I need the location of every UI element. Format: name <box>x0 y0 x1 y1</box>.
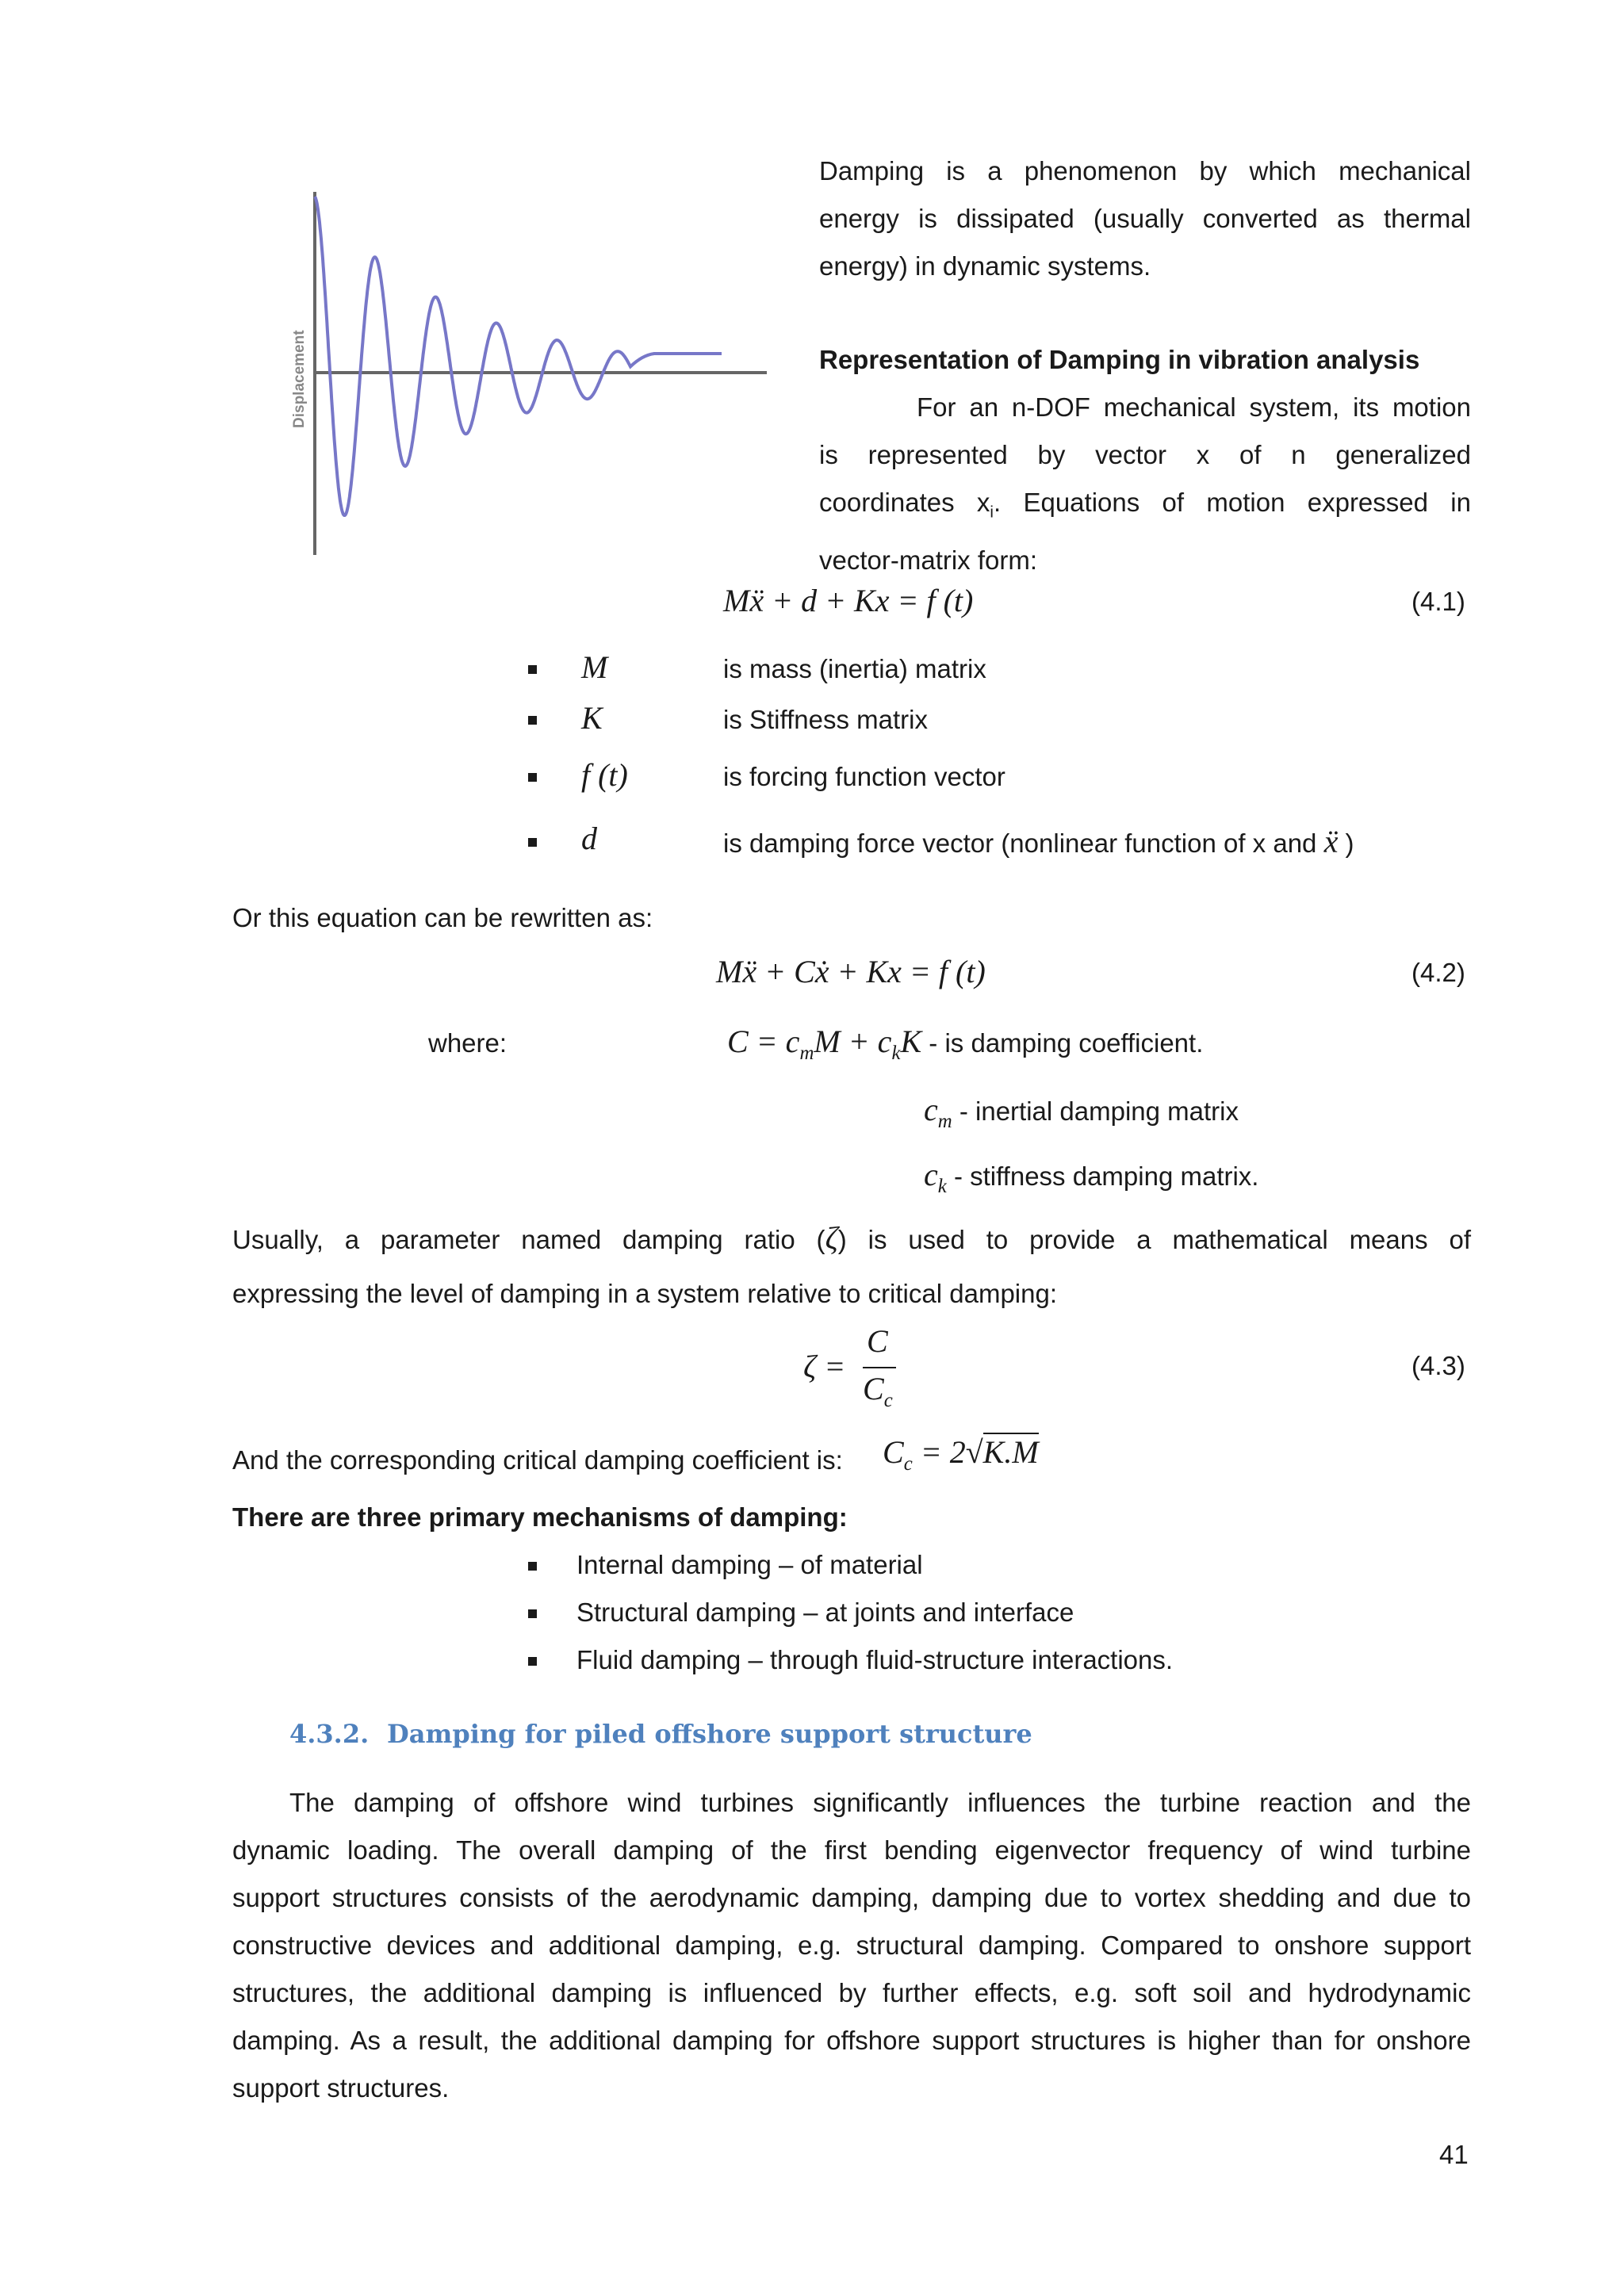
bullet <box>528 1609 537 1618</box>
definition-text: is forcing function vector <box>723 762 1005 791</box>
y-axis-label: Displacement <box>291 330 308 428</box>
representation-line: For an n-DOF mechanical system, its motion <box>917 392 1471 422</box>
representation-line: coordinates $x_i$. Equations of motion expressed in <box>819 488 1471 522</box>
representation-line: vector-matrix form: <box>819 545 1038 575</box>
paragraph-line: structures, the additional damping is influenced by further effects, e.g. soft soil and hydrodynamic <box>232 1978 1471 2007</box>
inertial-damping-definition: $c_m$ - inertial damping matrix <box>924 1092 1239 1132</box>
equation-number-4-1: (4.1) <box>1411 587 1465 616</box>
definition-symbol: K <box>581 700 603 736</box>
definition-symbol: M <box>581 649 608 685</box>
offshore-paragraph <box>232 1779 1471 2112</box>
fraction-bar <box>863 1367 896 1368</box>
mechanism-item: Structural damping – at joints and interface <box>576 1598 1074 1627</box>
definition-symbol: d <box>581 821 597 856</box>
equation-4-3-numerator: C <box>867 1323 888 1359</box>
representation-line: is represented by vector x of n generalized <box>819 440 1471 469</box>
where-label: where: <box>428 1028 508 1058</box>
paragraph-line: damping. As a result, the additional damping for offshore support structures is higher than for onshore <box>232 2026 1471 2055</box>
bullet <box>528 1657 537 1666</box>
equation-4-3-denominator: $C_c$ <box>863 1371 893 1411</box>
definition-symbol: f (t) <box>581 757 628 793</box>
intro-block <box>819 147 1471 290</box>
representation-heading: Representation of Damping in vibration analysis <box>819 345 1420 374</box>
equation-number-4-3: (4.3) <box>1411 1351 1465 1380</box>
mechanisms-heading: There are three primary mechanisms of damping: <box>232 1502 848 1532</box>
definition-text: is Stiffness matrix <box>723 705 928 734</box>
rewrite-text: Or this equation can be rewritten as: <box>232 903 653 932</box>
critical-damping-text: And the corresponding critical damping coefficient is: <box>232 1445 843 1475</box>
ratio-line: expressing the level of damping in a system relative to critical damping: <box>232 1279 1057 1308</box>
equation-4-2: Mẍ + Cẋ + Kx = f (t) <box>716 954 986 989</box>
ratio-paragraph <box>232 1215 1471 1318</box>
mechanism-item: Internal damping – of material <box>576 1550 923 1579</box>
page-number: 41 <box>1439 2140 1469 2169</box>
paragraph-line: support structures consists of the aerodynamic damping, damping due to vortex shedding and due to <box>232 1883 1471 1912</box>
intro-line: energy) in dynamic systems. <box>819 251 1151 281</box>
paragraph-line: The damping of offshore wind turbines significantly influences the turbine reaction and the <box>289 1788 1471 1817</box>
paragraph-line: support structures. <box>232 2073 450 2103</box>
section-title: Damping for piled offshore support structure <box>387 1719 1032 1749</box>
intro-line: energy is dissipated (usually converted as thermal <box>819 204 1471 233</box>
mechanism-item: Fluid damping – through fluid-structure interactions. <box>576 1645 1174 1674</box>
paragraph-line: dynamic loading. The overall damping of the first bending eigenvector frequency of wind turbine <box>232 1835 1471 1865</box>
representation-block <box>819 336 1471 584</box>
critical-damping-formula: $C_c = 2√K.M$ <box>883 1434 1039 1475</box>
bullet <box>528 665 537 674</box>
definition-text: is mass (inertia) matrix <box>723 654 986 683</box>
bullet <box>528 773 537 782</box>
ratio-line: Usually, a parameter named damping ratio (ζ) is used to provide a mathematical means of <box>232 1220 1472 1256</box>
stiffness-damping-definition: $c_k$ - stiffness damping matrix. <box>924 1157 1259 1197</box>
definition-text: is damping force vector (nonlinear function of x and ẍ ) <box>723 824 1354 859</box>
damping-coefficient-definition: $C = c_mM + c_kK$ - is damping coefficient. <box>727 1024 1204 1064</box>
damped-oscillation-figure <box>282 182 773 563</box>
damped-wave-curve <box>315 197 722 515</box>
equation-4-1: Mẍ + d + Kx = f (t) <box>723 583 974 618</box>
intro-line: Damping is a phenomenon by which mechanical <box>819 156 1471 186</box>
equation-number-4-2: (4.2) <box>1411 958 1465 987</box>
equation-4-3-lhs: ζ = <box>803 1349 846 1384</box>
bullet <box>528 1562 537 1571</box>
bullet <box>528 838 537 847</box>
section-number: 4.3.2. <box>289 1719 370 1749</box>
bullet <box>528 716 537 725</box>
paragraph-line: constructive devices and additional damping, e.g. structural damping. Compared to onshore support <box>232 1931 1471 1960</box>
